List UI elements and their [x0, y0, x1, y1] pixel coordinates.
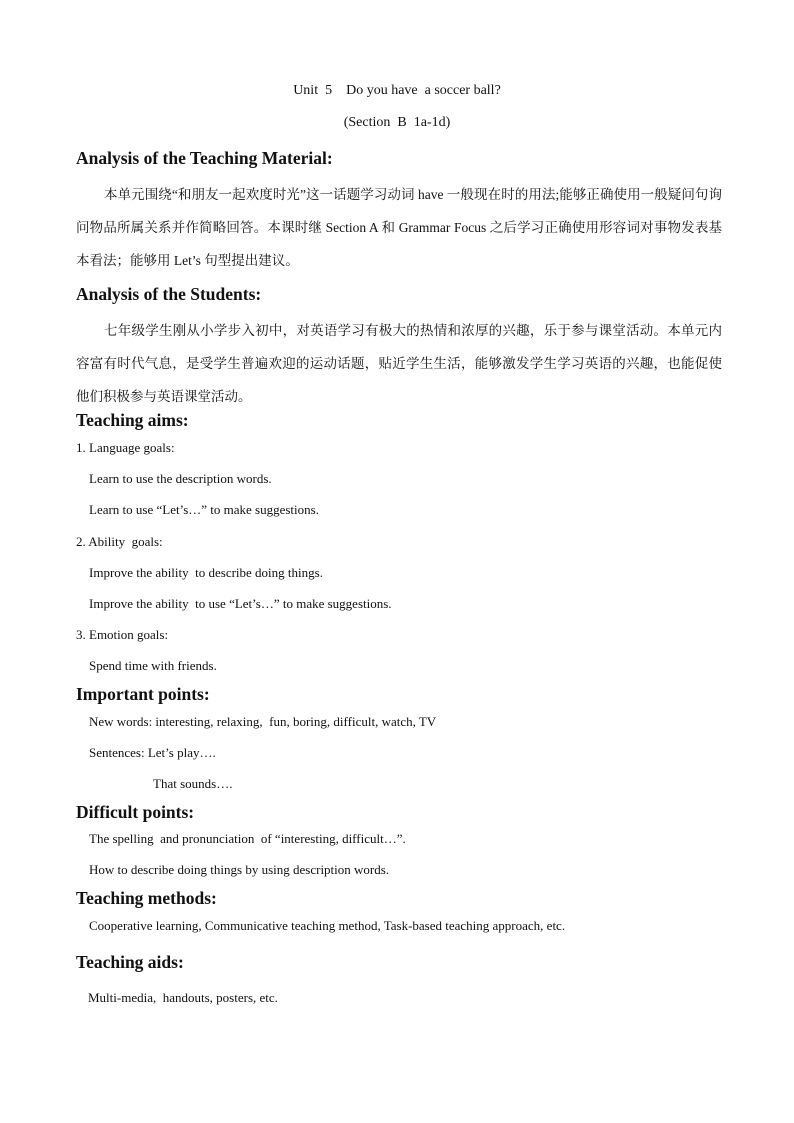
heading-difficult-points: Difficult points:	[76, 802, 195, 822]
document-title: Unit 5 Do you have a soccer ball?	[293, 83, 501, 98]
heading-students: Analysis of the Students:	[76, 284, 262, 304]
aims-line: Learn to use “Let’s…” to make suggestions.	[89, 502, 319, 517]
important-new-words: New words: interesting, relaxing, fun, boring, difficult, watch, TV	[89, 714, 437, 729]
important-sentences: Sentences: Let’s play….	[89, 745, 216, 760]
aims-language-goals-label: 1. Language goals:	[76, 440, 175, 455]
teaching-material-paragraph: 本单元围绕“和朋友一起欢度时光”这一话题学习动词 have 一般现在时的用法;能够正确使用一般疑问句询问物品所属关系并作简略回答。本课时继 Section A 和 Grammar Focus 之后学习正确使用形容词对事物发表基本看法；能够用 Let’s 句型提出建议。	[76, 187, 722, 268]
difficult-line: How to describe doing things by using description words.	[89, 862, 390, 877]
heading-important-points: Important points:	[76, 684, 210, 704]
aims-line: Improve the ability to describe doing things.	[89, 565, 323, 580]
aims-ability-goals-label: 2. Ability goals:	[76, 534, 163, 549]
aims-line: Spend time with friends.	[89, 658, 217, 673]
heading-teaching-aids: Teaching aids:	[76, 952, 184, 972]
heading-teaching-aims: Teaching aims:	[76, 410, 189, 430]
heading-teaching-material: Analysis of the Teaching Material:	[76, 148, 333, 168]
difficult-line: The spelling and pronunciation of “interesting, difficult…”.	[89, 831, 406, 846]
methods-line: Cooperative learning, Communicative teaching method, Task-based teaching approach, etc.	[89, 918, 566, 933]
aims-emotion-goals-label: 3. Emotion goals:	[76, 627, 169, 642]
important-sentences-continued: That sounds….	[153, 776, 233, 791]
students-paragraph: 七年级学生刚从小学步入初中，对英语学习有极大的热情和浓厚的兴趣，乐于参与课堂活动。本单元内容富有时代气息，是受学生普遍欢迎的运动话题，贴近学生生活，能够激发学生学习英语的兴趣，也能促使他们积极参与英语课堂活动。	[76, 323, 722, 404]
document-subtitle: (Section B 1a-1d)	[343, 115, 451, 130]
aims-line: Learn to use the description words.	[89, 471, 272, 486]
heading-teaching-methods: Teaching methods:	[76, 888, 217, 908]
aims-line: Improve the ability to use “Let’s…” to make suggestions.	[89, 596, 392, 611]
aids-line: Multi-media, handouts, posters, etc.	[88, 990, 278, 1005]
